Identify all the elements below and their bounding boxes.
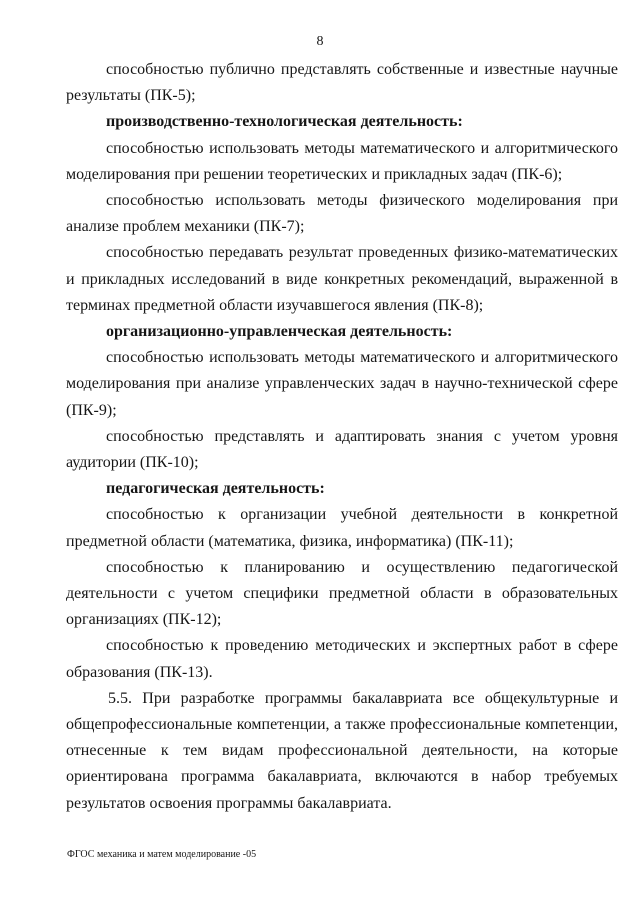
footer-note: ФГОС механика и матем моделирование -05 [67, 849, 257, 860]
document-body [66, 57, 618, 817]
paragraph-pk9: способностью использовать методы математического и алгоритмического моделирования при анализе управленческих задач в научно-технической сфере (ПК-9); [66, 349, 618, 419]
paragraph-pk6: способностью использовать методы математического и алгоритмического моделирования при решении теоретических и прикладных задач (ПК-6); [66, 139, 618, 183]
paragraph-pk8: способностью передавать результат проведенных физико-математических и прикладных исследований в виде конкретных рекомендаций, выраженной в терминах предметной области изучавшегося явления (ПК-8); [66, 244, 618, 314]
paragraph-pk10: способностью представлять и адаптировать знания с учетом уровня аудитории (ПК-10); [66, 427, 618, 472]
paragraph-pk13: способностью к проведению методических и экспертных работ в сфере образования (ПК-13). [66, 637, 618, 681]
heading-pedagogical: педагогическая деятельность: [106, 480, 325, 498]
paragraph-pk7: способностью использовать методы физического моделирования при анализе проблем механики (ПК-7); [66, 192, 618, 236]
heading-production-tech: производственно-технологическая деятельность: [106, 113, 463, 131]
page-number: 8 [316, 34, 324, 49]
paragraph-pk12: способностью к планированию и осуществлению педагогической деятельности с учетом специфики предметной области в образовательных организациях (ПК-12); [66, 558, 618, 629]
heading-organizational: организационно-управленческая деятельность: [106, 323, 453, 341]
paragraph-5-5: 5.5. При разработке программы бакалавриата все общекультурные и общепрофессиональные компетенции, а также профессиональные компетенции, отнесенные к тем видам профессиональной деятельности, на которые ориентирована программа бакалавриата, включаются в набор требуемых результатов освоения программы бакалавриата. [66, 689, 618, 812]
paragraph-pk11: способностью к организации учебной деятельности в конкретной предметной области (математика, физика, информатика) (ПК-11); [66, 506, 618, 550]
paragraph-pk5: способностью публично представлять собственные и известные научные результаты (ПК-5); [66, 61, 618, 105]
